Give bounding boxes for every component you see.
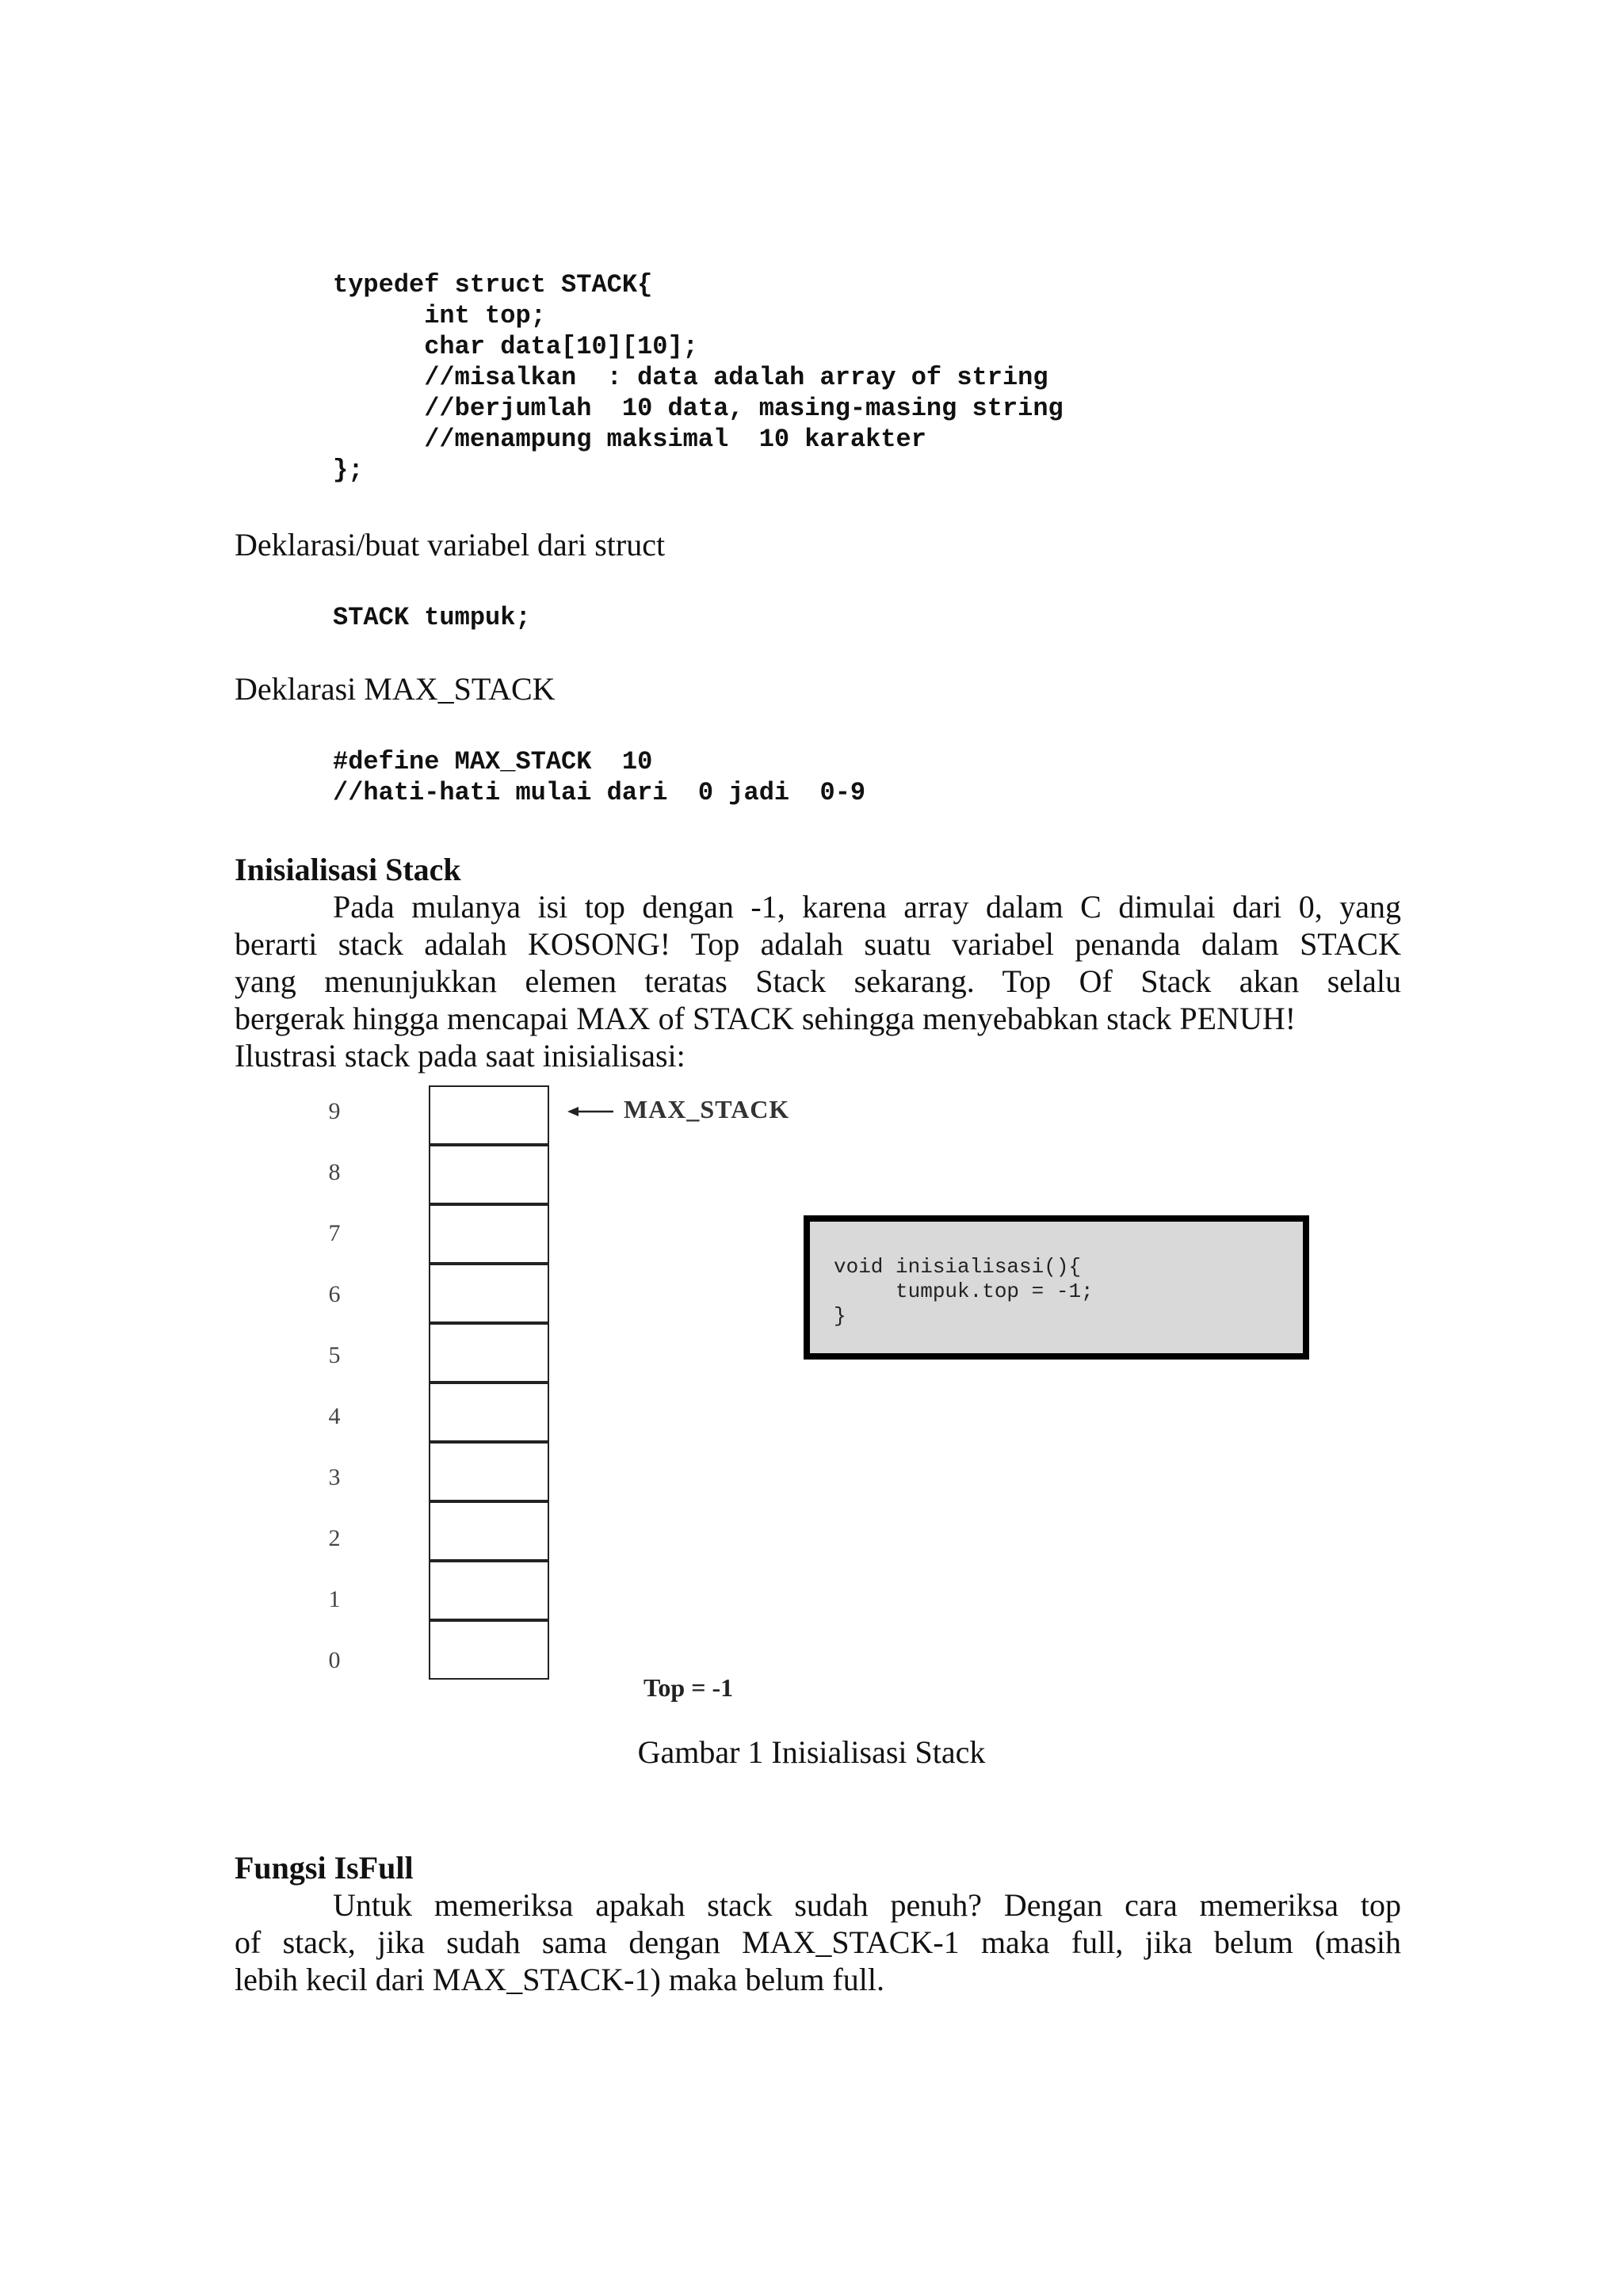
top-value-label: Top = -1: [643, 1673, 734, 1702]
stack-cell: [429, 1145, 549, 1204]
init-function-box: [804, 1215, 1309, 1360]
stack-index-label: 9: [328, 1098, 341, 1124]
stack-index-label: 6: [328, 1281, 341, 1307]
paragraph-line: bergerak hingga mencapai MAX of STACK sehingga menyebabkan stack PENUH!: [235, 1001, 1296, 1036]
init-paragraph: [235, 888, 1401, 1074]
arrow-left-icon: [567, 1106, 613, 1117]
figure-caption: Gambar 1 Inisialisasi Stack: [637, 1734, 986, 1770]
stack-cell: [429, 1501, 549, 1561]
stack-cell: [429, 1264, 549, 1323]
struct-code-block: [333, 269, 1064, 486]
init-function-code: [834, 1255, 1094, 1329]
paragraph-line: Pada mulanya isi top dengan -1, karena array dalam C dimulai dari 0, yang: [333, 889, 1401, 925]
code-line: char data[10][10];: [333, 332, 698, 361]
code-line: }: [834, 1304, 846, 1328]
paragraph-line: berarti stack adalah KOSONG! Top adalah suatu variabel penanda dalam STACK: [235, 926, 1401, 962]
stack-index-label: 7: [328, 1220, 341, 1246]
stack-index-label: 4: [328, 1403, 341, 1429]
isfull-paragraph: [235, 1886, 1401, 1998]
decl-max-text: Deklarasi MAX_STACK: [235, 671, 556, 707]
stack-cell: [429, 1442, 549, 1501]
paragraph-line: lebih kecil dari MAX_STACK-1) maka belum full.: [235, 1962, 884, 1997]
code-line: int top;: [333, 301, 546, 330]
paragraph-line: Untuk memeriksa apakah stack sudah penuh? Dengan cara memeriksa top: [333, 1887, 1401, 1923]
stack-cell: [429, 1204, 549, 1264]
decl-var-code: [333, 602, 531, 633]
paragraph-line: Ilustrasi stack pada saat inisialisasi:: [235, 1038, 685, 1074]
code-line: typedef struct STACK{: [333, 270, 653, 299]
stack-cell: [429, 1620, 549, 1680]
stack-index-label: 0: [328, 1647, 341, 1673]
stack-cell: [429, 1561, 549, 1620]
section-heading-init: Inisialisasi Stack: [235, 852, 461, 887]
code-line: //menampung maksimal 10 karakter: [333, 425, 926, 454]
decl-var-text: Deklarasi/buat variabel dari struct: [235, 527, 666, 563]
stack-cell: [429, 1383, 549, 1442]
code-line: void inisialisasi(){: [834, 1255, 1082, 1279]
code-line: //misalkan : data adalah array of string: [333, 363, 1048, 392]
code-line: STACK tumpuk;: [333, 603, 531, 632]
paragraph-line: yang menunjukkan elemen teratas Stack sekarang. Top Of Stack akan selalu: [235, 963, 1401, 999]
stack-index-label: 3: [328, 1464, 341, 1490]
stack-cell: [429, 1323, 549, 1383]
stack-index-label: 1: [328, 1586, 341, 1612]
code-line: #define MAX_STACK 10: [333, 747, 653, 776]
stack-index-label: 8: [328, 1159, 341, 1185]
decl-max-code: [333, 746, 865, 808]
max-stack-label: MAX_STACK: [624, 1095, 790, 1123]
code-line: //berjumlah 10 data, masing-masing string: [333, 394, 1064, 423]
section-heading-isfull: Fungsi IsFull: [235, 1850, 414, 1886]
stack-cell: [429, 1085, 549, 1145]
stack-index-label: 5: [328, 1342, 341, 1368]
paragraph-line: of stack, jika sudah sama dengan MAX_STACK-1 maka full, jika belum (masih: [235, 1924, 1401, 1960]
stack-index-label: 2: [328, 1525, 341, 1551]
code-line: tumpuk.top = -1;: [834, 1280, 1094, 1303]
code-line: };: [333, 456, 364, 485]
code-line: //hati-hati mulai dari 0 jadi 0-9: [333, 778, 866, 807]
